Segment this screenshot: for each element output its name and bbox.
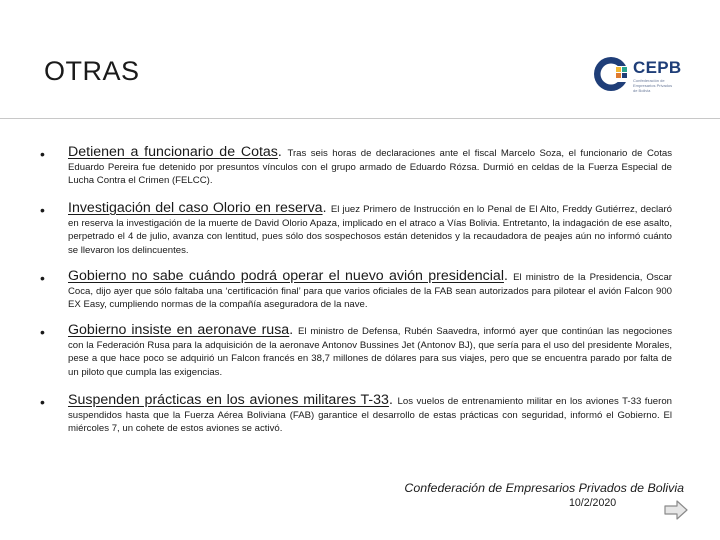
news-item: • Investigación del caso Olorio en reserva. El juez Primero de Instrucción en lo Penal de El Alto, Freddy Gutiérrez, declaró en reserva la investigación de la muerte de David Olorio Apaza, implicado en el atraco a Vías Bolivia. Entretanto, la indagación de ese asalto, perpetrado el 4 de julio, avanza con lentitud, pues sólo dos sospechosos están detenidos y la recaudadora de peajes aún no informó cuánto se llevaron los delincuentes. — [40, 199, 672, 256]
news-item: • Detienen a funcionario de Cotas. Tras seis horas de declaraciones ante el fiscal Marcelo Soza, el funcionario de Cotas Eduardo Pereira fue detenido por presuntos vínculos con el grupo armado de Eduardo Rózsa. Durmió en celdas de la Fuerza Especial de Lucha Contra el Crimen (FELCC). — [40, 143, 672, 187]
news-body: El ministro de Defensa, Rubén Saavedra, informó ayer que continúan las negociones con la Federación Rusa para la adquisición de la aeronave Antonov Bussines Jet (Antonov BJ), que sería para el uso del presidente Morales, pese a que hace poco se adquirió un Falcon francés en 38,7 millones de dólares para sus viajes, pero que se encuentra parado por falta de un piloto que cumpla las exigencias. — [68, 326, 672, 378]
news-item: • Suspenden prácticas en los aviones militares T-33. Los vuelos de entrenamiento militar en los aviones T-33 fueron suspendidos hasta que la Fuerza Aérea Boliviana (FAB) garantice el desarrollo de estas prácticas con seguridad, informó el Gobierno. El miércoles 7, un cohete de estos aviones se activó. — [40, 391, 672, 435]
bullet-icon: • — [40, 270, 45, 286]
header-divider — [0, 118, 720, 119]
cepb-logo — [592, 55, 682, 93]
page-title: OTRAS — [44, 56, 140, 86]
bullet-icon: • — [40, 394, 45, 410]
next-slide-arrow-icon[interactable] — [664, 500, 688, 520]
news-body: Los vuelos de entrenamiento militar en los aviones T-33 fueron suspendidos hasta que la Fuerza Aérea Boliviana (FAB) garantice el desarrollo de estas prácticas con seguridad, informó el Gobierno. El miércoles 7, un cohete de estos aviones se activó. — [68, 396, 672, 435]
bullet-icon: • — [40, 324, 45, 340]
news-headline: Gobierno no sabe cuándo podrá operar el nuevo avión presidencial — [68, 268, 504, 284]
bullet-icon: • — [40, 146, 45, 162]
news-body: El ministro de la Presidencia, Oscar Coca, dijo ayer que sólo faltaba una ‘certificación final’ para que varios oficiales de la FAB sean autorizados para pilotear el avión Falcon 900 EX Easy, cumpliendo normas de la compañía aseguradora de la nave. — [68, 272, 672, 311]
news-item: • Gobierno no sabe cuándo podrá operar el nuevo avión presidencial. El ministro de la Presidencia, Oscar Coca, dijo ayer que sólo faltaba una ‘certificación final’ para que varios oficiales de la FAB sean autorizados para pilotear el avión Falcon 900 EX Easy, cumpliendo normas de la compañía aseguradora de la nave. — [40, 267, 672, 311]
logo-brand: CEPB — [633, 58, 682, 77]
cepb-globe-icon — [592, 55, 630, 93]
news-headline: Investigación del caso Olorio en reserva — [68, 200, 323, 216]
footer-organization: Confederación de Empresarios Privados de Bolivia — [404, 481, 684, 495]
news-item: • Gobierno insiste en aeronave rusa. El ministro de Defensa, Rubén Saavedra, informó ayer que continúan las negociones con la Federación Rusa para la adquisición de la aeronave Antonov Bussines Jet (Antonov BJ), que sería para el uso del presidente Morales, pese a que hace poco se adquirió un Falcon francés en 38,7 millones de dólares para sus viajes, pero que se encuentra parado por falta de un piloto que cumpla las exigencias. — [40, 321, 672, 378]
news-body: Tras seis horas de declaraciones ante el fiscal Marcelo Soza, el funcionario de Cotas Eduardo Pereira fue detenido por presuntos vínculos con el grupo armado de Eduardo Rózsa. Durmió en celdas de la Fuerza Especial de Lucha Contra el Crimen (FELCC). — [68, 148, 672, 187]
bullet-icon: • — [40, 202, 45, 218]
footer-date: 10/2/2020 — [569, 497, 617, 509]
news-headline: Detienen a funcionario de Cotas — [68, 144, 278, 160]
news-body: El juez Primero de Instrucción en lo Penal de El Alto, Freddy Gutiérrez, declaró en reserva la investigación de la muerte de David Olorio Apaza, implicado en el atraco a Vías Bolivia. Entretanto, la indagación de ese asalto, perpetrado el 4 de julio, avanza con lentitud, pues sólo dos sospechosos están detenidos y la recaudadora de peajes aún no informó cuánto se llevaron los delincuentes. — [68, 204, 672, 256]
news-headline: Gobierno insiste en aeronave rusa — [68, 322, 290, 338]
news-headline: Suspenden prácticas en los aviones militares T-33 — [68, 392, 389, 408]
logo-subtitle: Confederación de Empresarios Privados de Bolivia — [633, 78, 673, 93]
